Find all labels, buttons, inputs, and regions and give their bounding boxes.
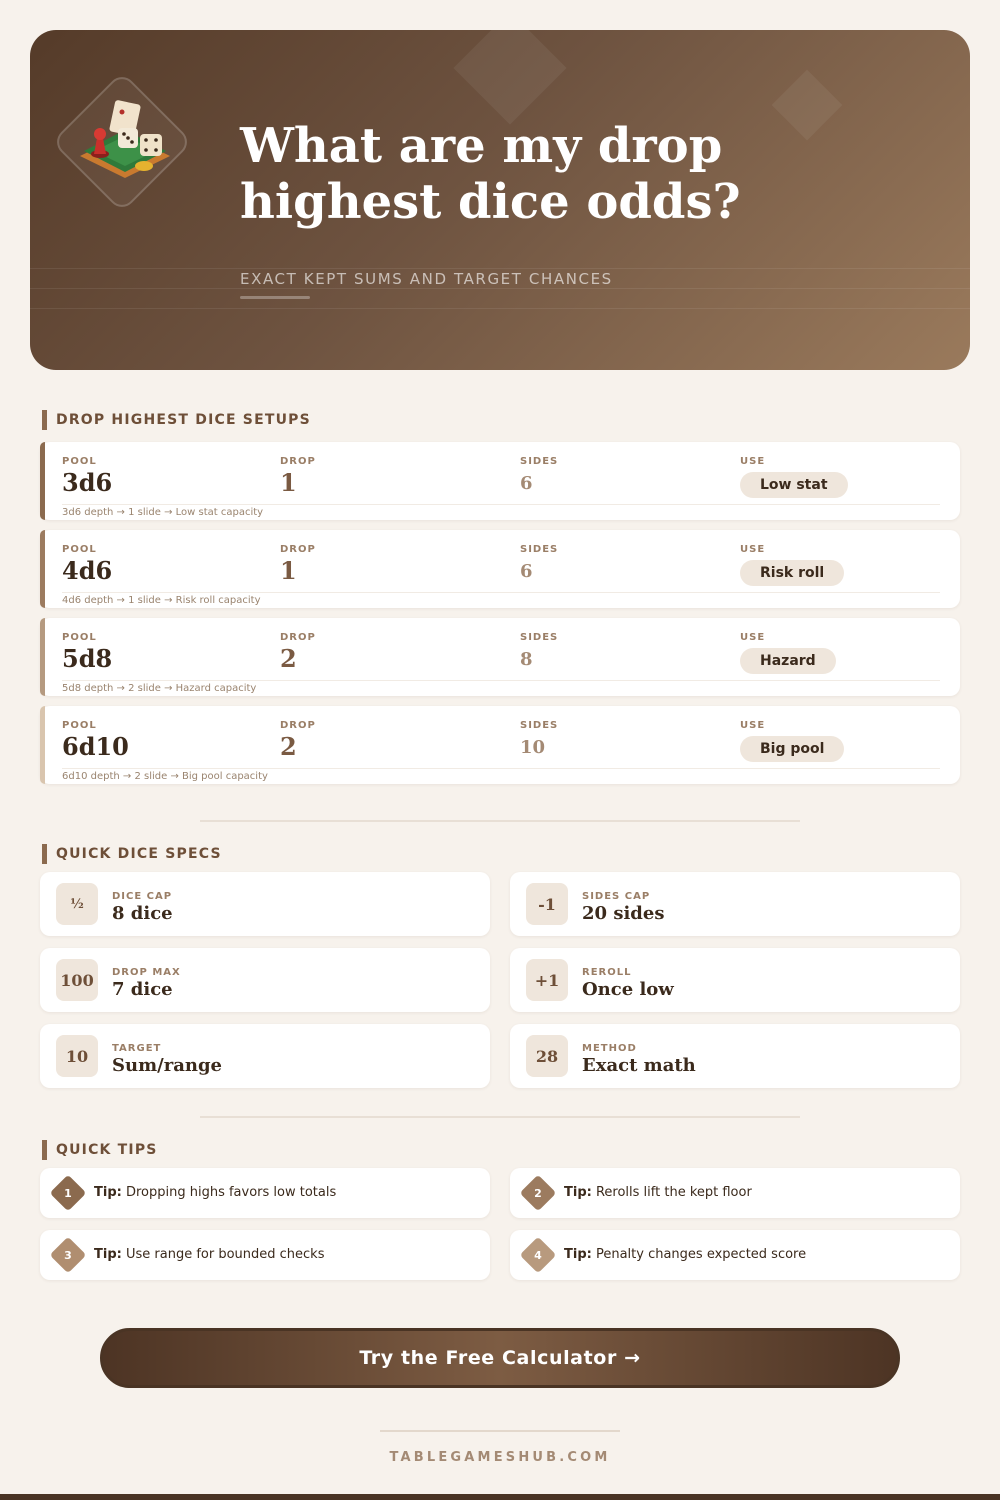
row-separator xyxy=(62,592,940,593)
pool-label: POOL xyxy=(62,632,97,643)
tip-card xyxy=(40,1168,490,1218)
sides-label: SIDES xyxy=(520,632,559,643)
try-calculator-button[interactable]: Try the Free Calculator → xyxy=(100,1328,900,1388)
tip-prefix: Tip: xyxy=(564,1247,592,1262)
setup-note: 6d10 depth → 2 slide → Big pool capacity xyxy=(62,771,268,782)
setup-accent-bar xyxy=(40,442,45,520)
spec-label: TARGET xyxy=(112,1043,162,1054)
spec-value: 7 dice xyxy=(112,979,173,1000)
spec-card xyxy=(510,1024,960,1088)
pool-value: 3d6 xyxy=(62,468,113,497)
drop-label: DROP xyxy=(280,544,316,555)
spec-badge: 10 xyxy=(56,1035,98,1077)
use-badge: Risk roll xyxy=(740,560,844,586)
spec-value: 8 dice xyxy=(112,903,173,924)
spec-label: SIDES CAP xyxy=(582,891,651,902)
setup-row xyxy=(40,706,960,784)
row-separator xyxy=(62,768,940,769)
tip-body: Dropping highs favors low totals xyxy=(125,1185,337,1200)
spec-label: REROLL xyxy=(582,967,632,978)
decor-line xyxy=(30,288,970,289)
page-subtitle: EXACT KEPT SUMS AND TARGET CHANCES xyxy=(240,270,613,288)
section-heading-tips: QUICK TIPS xyxy=(42,1140,158,1160)
divider xyxy=(200,1116,800,1118)
spec-badge: +1 xyxy=(526,959,568,1001)
spec-card xyxy=(40,872,490,936)
spec-value: 20 sides xyxy=(582,903,665,924)
tip-card xyxy=(510,1230,960,1280)
tip-text xyxy=(564,1185,752,1200)
pool-value: 4d6 xyxy=(62,556,113,585)
tip-prefix: Tip: xyxy=(94,1247,122,1262)
setup-accent-bar xyxy=(40,706,45,784)
setup-accent-bar xyxy=(40,618,45,696)
board-game-icon xyxy=(70,94,180,194)
pool-label: POOL xyxy=(62,720,97,731)
drop-value: 1 xyxy=(280,556,297,585)
setup-row xyxy=(40,530,960,608)
tip-body: Use range for bounded checks xyxy=(125,1247,325,1262)
setup-note: 5d8 depth → 2 slide → Hazard capacity xyxy=(62,683,257,694)
use-badge: Low stat xyxy=(740,472,848,498)
tip-body: Penalty changes expected score xyxy=(595,1247,807,1262)
setup-row xyxy=(40,442,960,520)
drop-label: DROP xyxy=(280,720,316,731)
tip-number: 2 xyxy=(534,1186,542,1200)
tip-text xyxy=(564,1247,806,1262)
tip-number: 3 xyxy=(64,1248,72,1262)
sides-value: 8 xyxy=(520,649,533,670)
tip-card xyxy=(510,1168,960,1218)
section-heading-specs: QUICK DICE SPECS xyxy=(42,844,222,864)
tip-text xyxy=(94,1247,324,1262)
sides-label: SIDES xyxy=(520,720,559,731)
page-title: What are my drop highest dice odds? xyxy=(240,118,741,230)
use-badge: Big pool xyxy=(740,736,844,762)
setup-row xyxy=(40,618,960,696)
subtitle-underline xyxy=(240,296,310,299)
spec-card xyxy=(510,948,960,1012)
tip-number: 1 xyxy=(64,1186,72,1200)
sides-value: 10 xyxy=(520,737,546,758)
pool-label: POOL xyxy=(62,456,97,467)
setup-note: 3d6 depth → 1 slide → Low stat capacity xyxy=(62,507,264,518)
setup-accent-bar xyxy=(40,530,45,608)
divider xyxy=(200,820,800,822)
spec-badge: 100 xyxy=(56,959,98,1001)
row-separator xyxy=(62,504,940,505)
row-separator xyxy=(62,680,940,681)
use-label: USE xyxy=(740,456,766,467)
spec-card xyxy=(40,948,490,1012)
bottom-bar xyxy=(0,1494,1000,1500)
use-badge: Hazard xyxy=(740,648,836,674)
drop-label: DROP xyxy=(280,632,316,643)
spec-card xyxy=(510,872,960,936)
footer-divider xyxy=(380,1430,620,1432)
tip-number: 4 xyxy=(534,1248,542,1262)
use-label: USE xyxy=(740,544,766,555)
drop-value: 2 xyxy=(280,644,297,673)
spec-value: Exact math xyxy=(582,1055,696,1076)
tip-card xyxy=(40,1230,490,1280)
spec-badge: 28 xyxy=(526,1035,568,1077)
spec-label: METHOD xyxy=(582,1043,637,1054)
decor-line xyxy=(30,308,970,309)
spec-badge: -1 xyxy=(526,883,568,925)
decor-diamond xyxy=(453,30,566,125)
hero-banner xyxy=(30,30,970,370)
use-label: USE xyxy=(740,720,766,731)
use-label: USE xyxy=(740,632,766,643)
spec-value: Sum/range xyxy=(112,1055,222,1076)
spec-badge: ½ xyxy=(56,883,98,925)
sides-value: 6 xyxy=(520,561,533,582)
pool-value: 5d8 xyxy=(62,644,113,673)
pool-value: 6d10 xyxy=(62,732,129,761)
drop-label: DROP xyxy=(280,456,316,467)
drop-value: 2 xyxy=(280,732,297,761)
sides-value: 6 xyxy=(520,473,533,494)
tip-prefix: Tip: xyxy=(564,1185,592,1200)
setup-note: 4d6 depth → 1 slide → Risk roll capacity xyxy=(62,595,261,606)
sides-label: SIDES xyxy=(520,544,559,555)
spec-label: DICE CAP xyxy=(112,891,173,902)
section-heading-setups: DROP HIGHEST DICE SETUPS xyxy=(42,410,311,430)
footer-site-name: TABLEGAMESHUB.COM xyxy=(389,1450,611,1465)
tip-text xyxy=(94,1185,336,1200)
drop-value: 1 xyxy=(280,468,297,497)
decor-line xyxy=(30,268,970,269)
spec-card xyxy=(40,1024,490,1088)
sides-label: SIDES xyxy=(520,456,559,467)
pool-label: POOL xyxy=(62,544,97,555)
spec-label: DROP MAX xyxy=(112,967,181,978)
spec-value: Once low xyxy=(582,979,674,1000)
tip-body: Rerolls lift the kept floor xyxy=(595,1185,752,1200)
tip-prefix: Tip: xyxy=(94,1185,122,1200)
